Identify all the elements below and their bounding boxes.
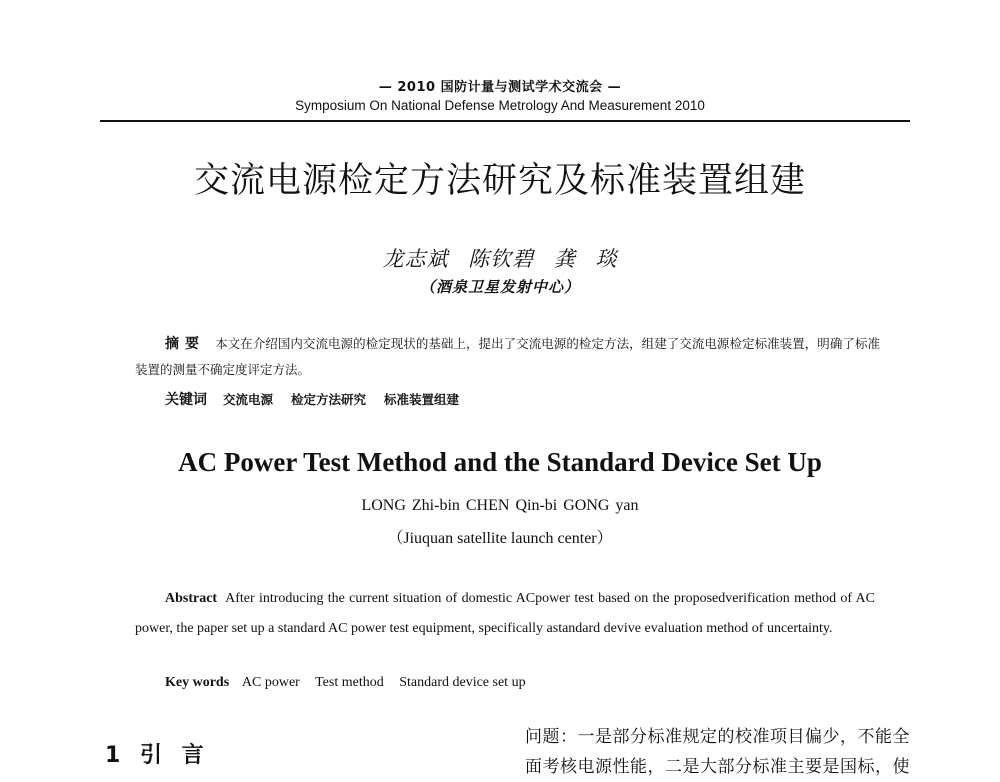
affiliation-en: （Jiuquan satellite launch center） [387,530,613,547]
paper-title-en: AC Power Test Method and the Standard Device Set Up [178,447,822,477]
section-heading-introduction: 1 引 言 [105,743,210,768]
keywords-en [165,672,875,694]
abstract-en-label: Abstract [165,591,218,606]
keyword-cn: 检定方法研究 [290,392,366,407]
keywords-cn-label: 关键词 [165,392,207,408]
keywords-cn [165,389,880,411]
running-header-cn: — 2010 国防计量与测试学术交流会 — [378,80,622,95]
authors-en: LONG Zhi-bin CHEN Qin-bi GONG yan [361,497,639,514]
running-header-en: Symposium On National Defense Metrology And Measurement 2010 [295,98,705,113]
keyword-cn: 交流电源 [222,392,273,407]
authors-cn: 龙志斌 陈钦碧 龚 琰 [382,247,618,271]
header-divider [100,120,910,122]
paper-title-cn: 交流电源检定方法研究及标准装置组建 [193,161,806,201]
keyword-cn: 标准装置组建 [383,392,459,407]
body-line: 面考核电源性能，二是大部分标准主要是国标，使 [525,757,910,777]
abstract-cn-label: 摘要 [165,336,206,352]
keyword-en: Standard device set up [399,675,526,690]
keywords-en-label: Key words [165,675,230,690]
abstract-cn [135,331,880,383]
abstract-cn-text: 本文在介绍国内交流电源的检定现状的基础上，提出了交流电源的检定方法，组建了交流电源检定标准装置，明确了标准装置的测量不确定度评定方法。 [135,336,880,377]
body-line: 问题：一是部分标准规定的校准项目偏少，不能全 [525,727,910,747]
affiliation-cn: （酒泉卫星发射中心） [419,278,580,296]
keyword-en: Test method [315,675,384,690]
abstract-en-text: After introducing the current situation of domestic ACpower test based on the proposedverification method of AC power, the paper set up a standard AC power test equipment, specifically astandard devive evaluation method of uncertainty. [135,591,875,636]
body-text-right-column [525,722,910,782]
abstract-en [135,584,875,644]
keyword-en: AC power [241,675,300,690]
